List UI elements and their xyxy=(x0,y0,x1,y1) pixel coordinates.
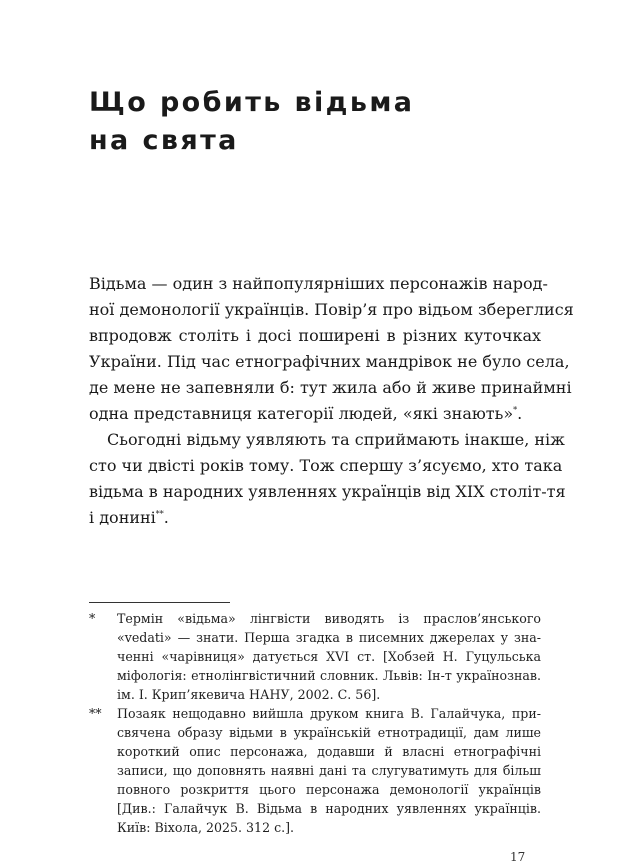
paragraph-line: Сьогодні відьму уявляють та сприймають інакше, ніж xyxy=(107,430,565,449)
page-number: 17 xyxy=(510,850,526,864)
footnote-line: Термін «відьма» лінгвісти виводять із праслов’янського xyxy=(117,611,541,626)
footnote-line: [Див.: Галайчук В. Відьма в народних уявленнях українців. xyxy=(117,801,541,816)
footnote-line: міфологія: етнолінгвістичний словник. Львів: Ін-т українознав. xyxy=(117,668,541,683)
footnote-divider xyxy=(89,602,230,603)
paragraph-line: відьма в народних уявленнях українців від XIX століт-тя xyxy=(89,482,566,501)
footnote-2 xyxy=(89,704,541,837)
footnote-line: свячена образу відьми в українській етнотрадиції, дам лише xyxy=(117,725,541,740)
footnote-ref[interactable]: ** xyxy=(155,509,164,519)
footnotes xyxy=(89,609,541,837)
paragraph-line: Відьма — один з найпопулярніших персонажів народ- xyxy=(89,274,548,293)
paragraph-2 xyxy=(89,427,566,531)
paragraph-line: ної демонології українців. Повір’я про відьом збереглися xyxy=(89,300,574,319)
footnote-line: повного розкриття цього персонажа демонології українців xyxy=(117,782,541,797)
paragraph-end: . xyxy=(517,404,523,423)
body-text xyxy=(89,271,574,531)
footnote-mark: ** xyxy=(89,706,102,721)
paragraph-line xyxy=(89,505,541,531)
paragraph-1 xyxy=(89,271,574,427)
footnote-ref[interactable]: * xyxy=(513,405,518,415)
paragraph-line: України. Під час етнографічних мандрівок не було села, xyxy=(89,352,570,371)
paragraph-line: сто чи двісті років тому. Тож спершу з’ясуємо, хто така xyxy=(89,456,563,475)
paragraph-line xyxy=(89,401,541,427)
footnote-line: ім. І. Крип’якевича НАНУ, 2002. С. 56]. xyxy=(117,687,381,702)
footnote-line: «vedati» — знати. Перша згадка в писемних джерелах у зна- xyxy=(117,630,541,645)
paragraph-text: одна представниця категорії людей, «які знають» xyxy=(89,404,514,423)
paragraph-text: і донині xyxy=(89,508,156,527)
chapter-title xyxy=(89,84,569,160)
chapter-title-line-2: на свята xyxy=(89,125,239,156)
footnote-line: записи, що доповнять наявні дані та слугуватимуть для більш xyxy=(117,763,541,778)
paragraph-end: . xyxy=(163,508,169,527)
footnote-line: Київ: Віхола, 2025. 312 с.]. xyxy=(117,820,295,835)
chapter-title-line-1: Що робить відьма xyxy=(89,87,415,118)
paragraph-line: де мене не запевняли б: тут жила або й живе принаймні xyxy=(89,378,572,397)
footnote-line: Позаяк нещодавно вийшла друком книга В. Галайчука, при- xyxy=(117,706,541,721)
footnote-mark: * xyxy=(89,611,96,626)
footnote-line: ченні «чарівниця» датується XVI ст. [Хобзей Н. Гуцульська xyxy=(117,649,541,664)
paragraph-line: впродовж століть і досі поширені в різних куточках xyxy=(89,326,541,345)
footnote-line: короткий опис персонажа, додавши й власні етнографічні xyxy=(117,744,541,759)
footnote-1 xyxy=(89,609,541,704)
